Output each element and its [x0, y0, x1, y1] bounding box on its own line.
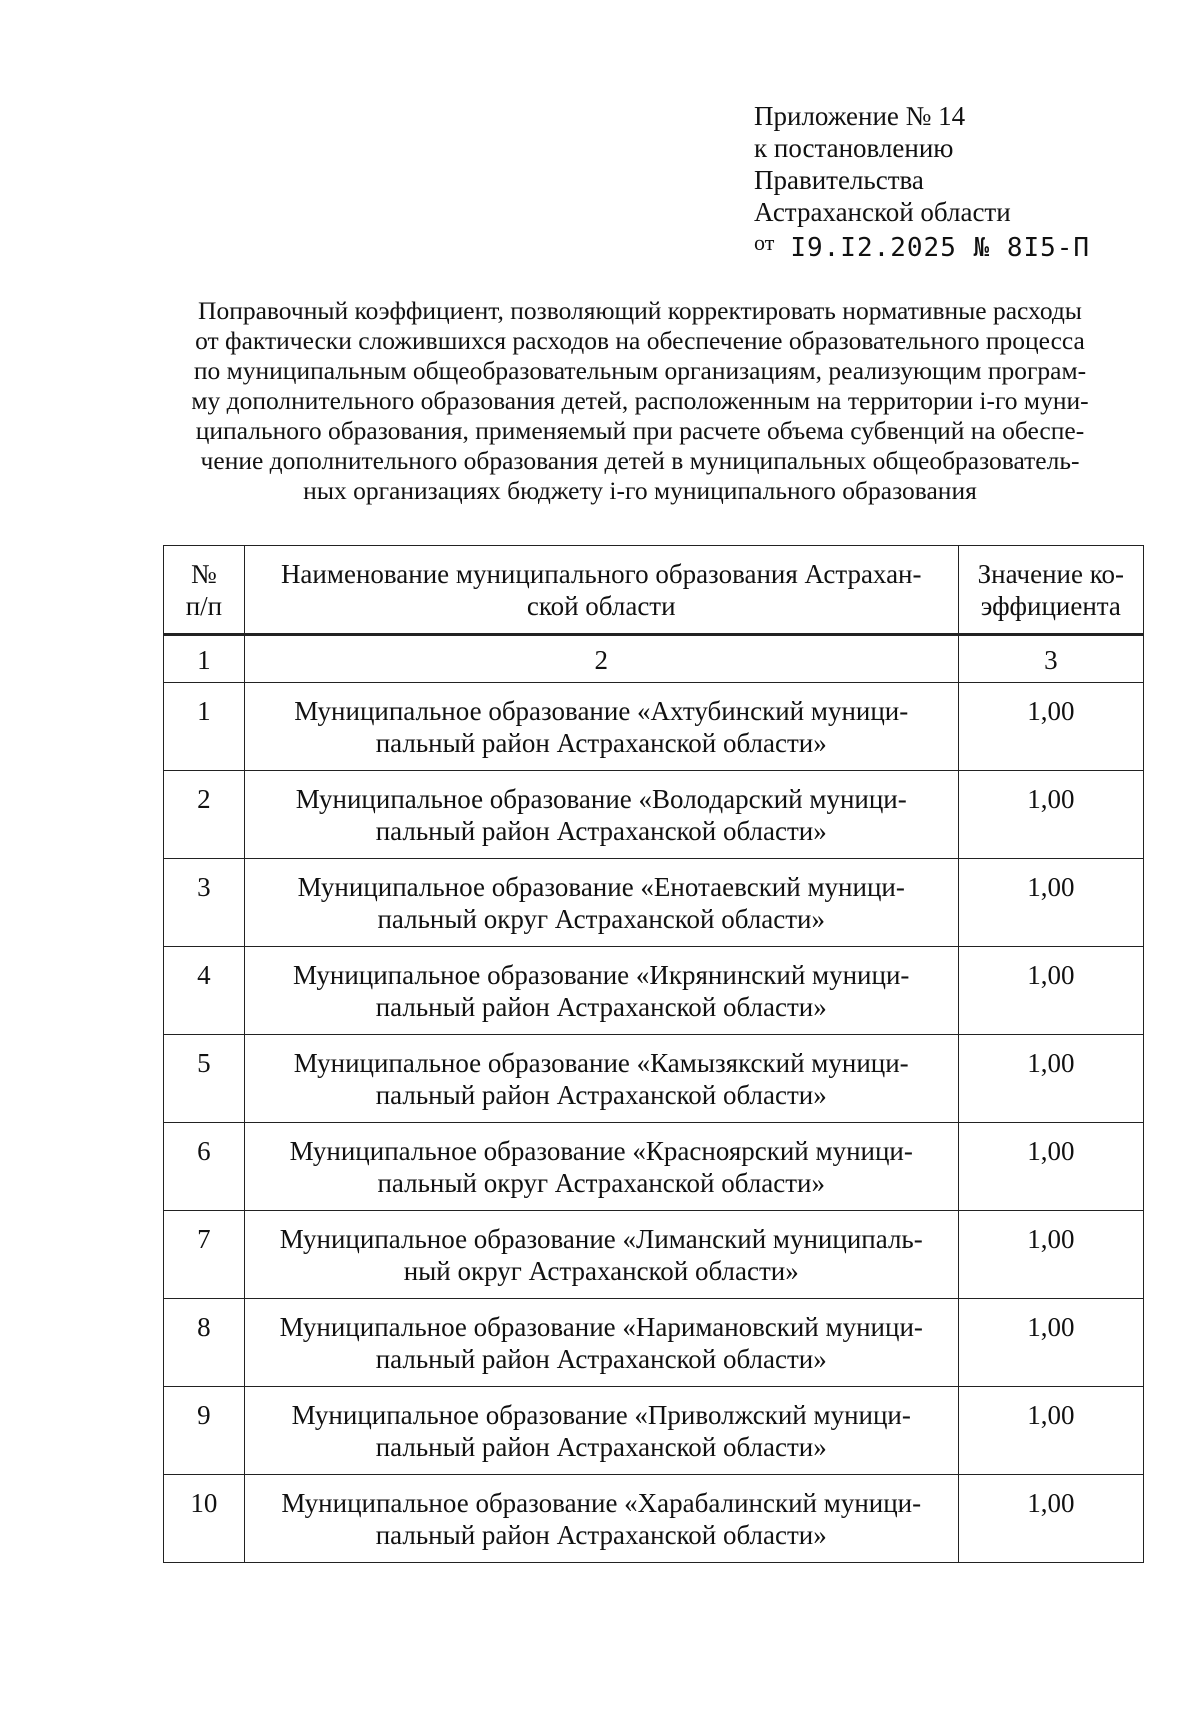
row-name [244, 683, 958, 771]
attachment-line: к постановлению [754, 133, 954, 163]
row-name-line: Муниципальное образование «Красноярский муници- [289, 1136, 913, 1166]
heading-line: ных организациях бюджету i-го муниципального образования [303, 476, 977, 505]
heading-line: Поправочный коэффициент, позволяющий корректировать нормативные расходы [198, 296, 1082, 325]
header-name-line: Наименование муниципального образования Астрахан- [280, 559, 922, 589]
header-number-line: п/п [185, 591, 223, 621]
row-name-line: пальный район Астраханской области» [375, 992, 827, 1022]
row-number: 3 [164, 859, 245, 947]
row-name-line: Муниципальное образование «Икрянинский муници- [293, 960, 910, 990]
table-row [164, 859, 1144, 947]
row-value: 1,00 [958, 1211, 1143, 1299]
row-number: 9 [164, 1387, 245, 1475]
header-name-line: ской области [526, 591, 676, 621]
row-name-line: пальный район Астраханской области» [375, 1520, 827, 1550]
row-value: 1,00 [958, 859, 1143, 947]
table-row [164, 1211, 1144, 1299]
row-name [244, 859, 958, 947]
row-name [244, 771, 958, 859]
row-value: 1,00 [958, 947, 1143, 1035]
row-name-line: пальный район Астраханской области» [375, 728, 827, 758]
column-number-row [164, 635, 1144, 683]
header-value-line: эффициента [980, 591, 1121, 621]
heading-line: чение дополнительного образования детей в муниципальных общеобразователь- [200, 446, 1080, 475]
heading-line: му дополнительного образования детей, расположенным на территории i-го муни- [191, 386, 1089, 415]
row-name-line: пальный район Астраханской области» [375, 816, 827, 846]
header-number-line: № [191, 559, 217, 589]
row-name-line: пальный район Астраханской области» [375, 1344, 827, 1374]
row-name [244, 947, 958, 1035]
row-name-line: Муниципальное образование «Приволжский муници- [291, 1400, 911, 1430]
attachment-line: Правительства [754, 165, 924, 195]
row-value: 1,00 [958, 1123, 1143, 1211]
row-name [244, 1211, 958, 1299]
row-number: 4 [164, 947, 245, 1035]
table-row [164, 1475, 1144, 1563]
row-value: 1,00 [958, 1475, 1143, 1563]
row-number: 10 [164, 1475, 245, 1563]
row-number: 6 [164, 1123, 245, 1211]
row-value: 1,00 [958, 1387, 1143, 1475]
header-value [958, 546, 1143, 635]
header-name [244, 546, 958, 635]
date-number-stamp: I9.I2.2025 № 8I5-П [790, 233, 1091, 263]
row-value: 1,00 [958, 771, 1143, 859]
row-name [244, 1387, 958, 1475]
column-number-cell: 2 [244, 635, 958, 683]
row-name [244, 1035, 958, 1123]
row-value: 1,00 [958, 1299, 1143, 1387]
row-value: 1,00 [958, 1035, 1143, 1123]
table-row [164, 947, 1144, 1035]
row-name [244, 1299, 958, 1387]
date-prefix: от [754, 230, 775, 255]
table-row [164, 1123, 1144, 1211]
column-number-cell: 1 [164, 635, 245, 683]
column-number-cell: 3 [958, 635, 1143, 683]
row-name-line: Муниципальное образование «Володарский муници- [295, 784, 907, 814]
header-value-line: Значение ко- [977, 559, 1124, 589]
row-name-line: пальный район Астраханской области» [375, 1432, 827, 1462]
table-row [164, 1035, 1144, 1123]
row-name-line: Муниципальное образование «Наримановский муници- [279, 1312, 923, 1342]
row-number: 7 [164, 1211, 245, 1299]
table-row [164, 683, 1144, 771]
attachment-block [754, 100, 1090, 265]
row-number: 8 [164, 1299, 245, 1387]
row-name-line: Муниципальное образование «Лиманский муниципаль- [279, 1224, 923, 1254]
row-number: 5 [164, 1035, 245, 1123]
attachment-date-line [754, 232, 1090, 265]
heading-line: от фактически сложившихся расходов на обеспечение образовательного процесса [195, 326, 1085, 355]
heading-line: по муниципальным общеобразовательным организациям, реализующим програм- [193, 356, 1087, 385]
table-row [164, 1387, 1144, 1475]
row-name-line: Муниципальное образование «Ахтубинский муници- [294, 696, 909, 726]
attachment-line: Астраханской области [754, 197, 1011, 227]
attachment-line: Приложение № 14 [754, 101, 966, 131]
row-name [244, 1123, 958, 1211]
table-header-row [164, 546, 1144, 635]
header-number [164, 546, 245, 635]
table-row [164, 771, 1144, 859]
row-name-line: Муниципальное образование «Енотаевский муници- [297, 872, 905, 902]
heading-line: ципального образования, применяемый при расчете объема субвенций на обеспе- [195, 416, 1085, 445]
row-name-line: Муниципальное образование «Харабалинский муници- [281, 1488, 922, 1518]
row-name [244, 1475, 958, 1563]
row-name-line: пальный округ Астраханской области» [377, 1168, 825, 1198]
row-name-line: Муниципальное образование «Камызякский муници- [293, 1048, 909, 1078]
row-name-line: пальный округ Астраханской области» [377, 904, 825, 934]
coefficient-table [163, 545, 1144, 1563]
row-name-line: пальный район Астраханской области» [375, 1080, 827, 1110]
document-heading [150, 296, 1130, 506]
row-number: 1 [164, 683, 245, 771]
row-name-line: ный округ Астраханской области» [403, 1256, 799, 1286]
table-row [164, 1299, 1144, 1387]
row-value: 1,00 [958, 683, 1143, 771]
row-number: 2 [164, 771, 245, 859]
